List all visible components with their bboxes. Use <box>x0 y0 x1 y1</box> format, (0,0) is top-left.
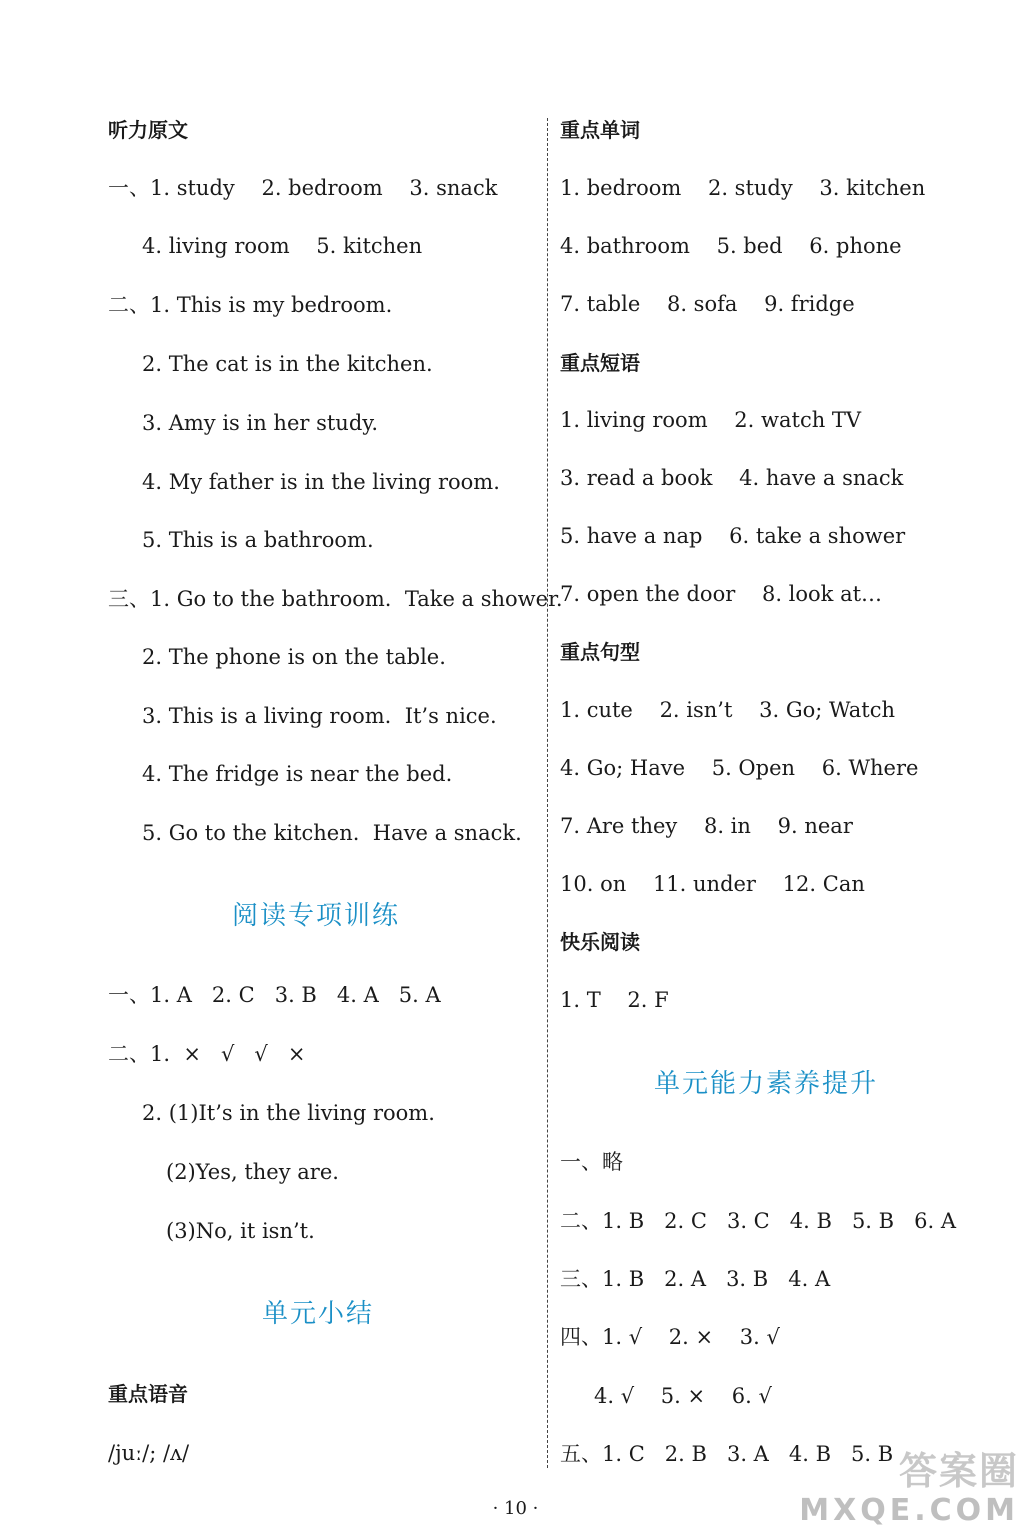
answer-line: 5. This is a bathroom. <box>142 528 374 552</box>
answer-line: 一、略 <box>560 1150 623 1174</box>
answer-line: 7. open the door 8. look at… <box>560 582 883 606</box>
watermark-top: 答案圈 <box>898 1449 1019 1493</box>
answer-line: 1. cute 2. isn’t 3. Go; Watch <box>560 698 895 722</box>
answer-line: 7. table 8. sofa 9. fridge <box>560 292 855 316</box>
watermark-bottom: MXQE.COM <box>799 1493 1019 1528</box>
page-number: · 10 · <box>492 1498 539 1519</box>
words-heading: 重点单词 <box>560 118 640 142</box>
answer-line: 2. (1)It’s in the living room. <box>142 1101 435 1125</box>
summary-section-title: 单元小结 <box>262 1299 375 1329</box>
listening-heading: 听力原文 <box>108 118 188 142</box>
answer-line: 7. Are they 8. in 9. near <box>560 814 853 838</box>
answer-line: 4. Go; Have 5. Open 6. Where <box>560 756 919 780</box>
phonics-value: /juː/; /ʌ/ <box>108 1441 190 1465</box>
phrases-heading: 重点短语 <box>560 351 640 375</box>
answer-line: 五、1. C 2. B 3. A 4. B 5. B <box>560 1442 894 1466</box>
answer-line: 10. on 11. under 12. Can <box>560 872 865 896</box>
answer-line: 4. √ 5. × 6. √ <box>594 1384 772 1408</box>
answer-line: 四、1. √ 2. × 3. √ <box>560 1325 780 1349</box>
watermark-logo <box>799 1440 1019 1528</box>
answer-line: 5. Go to the kitchen. Have a snack. <box>142 821 522 845</box>
answer-line: 1. T 2. F <box>560 988 669 1012</box>
answer-line: 二、1. This is my bedroom. <box>108 293 393 317</box>
answer-line: (3)No, it isn’t. <box>166 1219 315 1243</box>
answer-line: 3. Amy is in her study. <box>142 411 379 435</box>
happy-reading-heading: 快乐阅读 <box>560 930 640 954</box>
phonics-heading: 重点语音 <box>108 1382 188 1406</box>
answer-line: (2)Yes, they are. <box>166 1160 339 1184</box>
answer-line: 2. The cat is in the kitchen. <box>142 352 433 376</box>
answer-line: 2. The phone is on the table. <box>142 645 446 669</box>
answer-line: 3. read a book 4. have a snack <box>560 466 904 490</box>
answer-line: 二、1. B 2. C 3. C 4. B 5. B 6. A <box>560 1209 956 1233</box>
answer-line: 1. living room 2. watch TV <box>560 408 862 432</box>
answer-line: 一、1. A 2. C 3. B 4. A 5. A <box>108 983 441 1007</box>
column-divider <box>547 118 548 1468</box>
answer-line: 1. bedroom 2. study 3. kitchen <box>560 176 926 200</box>
answer-line: 三、1. Go to the bathroom. Take a shower. <box>108 587 563 611</box>
answer-line: 4. bathroom 5. bed 6. phone <box>560 234 902 258</box>
sentences-heading: 重点句型 <box>560 640 640 664</box>
answer-line: 一、1. study 2. bedroom 3. snack <box>108 176 498 200</box>
answer-line: 3. This is a living room. It’s nice. <box>142 704 497 728</box>
answer-line: 二、1. × √ √ × <box>108 1042 306 1066</box>
ability-section-title: 单元能力素养提升 <box>654 1069 879 1099</box>
answer-line: 4. living room 5. kitchen <box>142 234 423 258</box>
answer-line: 5. have a nap 6. take a shower <box>560 524 906 548</box>
reading-section-title: 阅读专项训练 <box>232 901 401 931</box>
answer-line: 4. The fridge is near the bed. <box>142 762 453 786</box>
answer-line: 三、1. B 2. A 3. B 4. A <box>560 1267 831 1291</box>
answer-line: 4. My father is in the living room. <box>142 470 500 494</box>
